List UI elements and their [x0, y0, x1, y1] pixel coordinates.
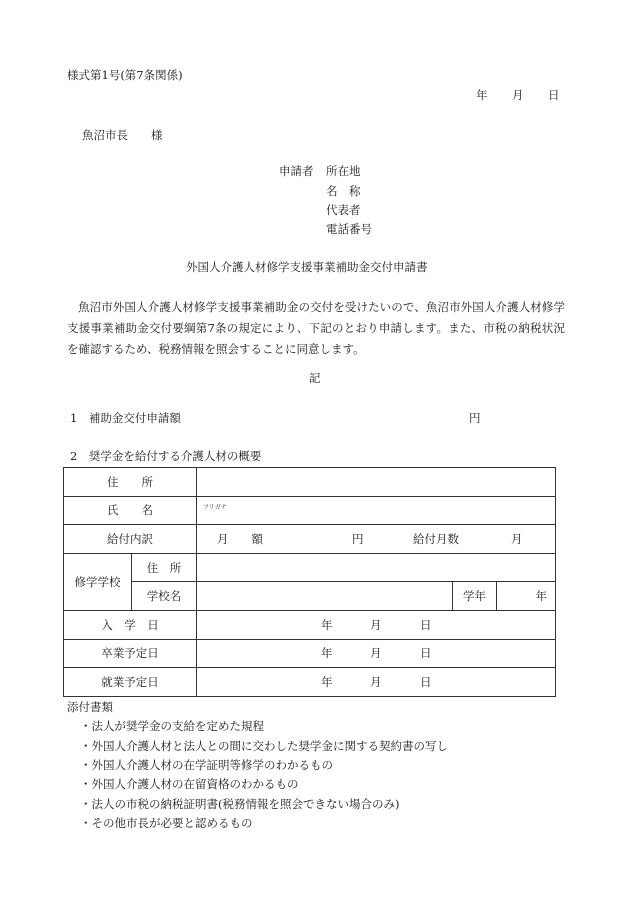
- addressee: 魚沼市長 様: [82, 128, 163, 142]
- table-row: [64, 582, 556, 611]
- school-name-input[interactable]: [197, 582, 453, 611]
- table-row: [64, 525, 556, 554]
- date-month: 月: [512, 88, 524, 102]
- attachments-heading: 添付書類: [67, 700, 113, 714]
- grad-year: 年: [321, 646, 333, 661]
- table-row: [64, 610, 556, 639]
- attachment-item: ・外国人介護人材と法人との間に交わした奨学金に関する契約書の写し: [80, 739, 448, 753]
- applicant-label: 申請者: [279, 164, 314, 178]
- address-input[interactable]: [197, 468, 556, 497]
- grad-day: 日: [420, 646, 432, 661]
- employ-month: 月: [370, 674, 382, 689]
- payment-label: 給付内訳: [64, 525, 197, 554]
- table-row: [64, 668, 556, 697]
- attachment-item: ・その他市長が必要と認めるもの: [80, 816, 253, 830]
- table-row: [64, 496, 556, 525]
- applicant-field-representative: 代表者: [326, 203, 361, 217]
- enroll-month: 月: [370, 617, 382, 632]
- employ-day: 日: [420, 674, 432, 689]
- school-name-label: 学校名: [132, 582, 197, 611]
- document-title: 外国人介護人材修学支援事業補助金交付申請書: [186, 260, 428, 274]
- yen-unit: 円: [352, 531, 364, 546]
- graduation-date-input[interactable]: [197, 639, 556, 668]
- attachment-item: ・法人が奨学金の支給を定めた規程: [80, 719, 264, 733]
- personnel-table: [63, 467, 556, 697]
- employ-year: 年: [321, 674, 333, 689]
- grade-unit: 年: [535, 589, 548, 604]
- body-paragraph: 魚沼市外国人介護人材修学支援事業補助金の交付を受けたいので、魚沼市外国人介護人材修学支援事業補助金交付要綱第7条の規定により、下記のとおり申請します。また、市税の納税状況を確認するため、税務情報を照会することに同意します。: [67, 300, 565, 356]
- monthly-amount-label: 月 額: [217, 531, 263, 546]
- enroll-day: 日: [420, 617, 432, 632]
- month-unit: 月: [511, 531, 523, 546]
- applicant-field-address: 所在地: [326, 164, 361, 178]
- employment-date-input[interactable]: [197, 668, 556, 697]
- table-row: [64, 639, 556, 668]
- enroll-date-label: 入 学 日: [64, 610, 197, 639]
- grad-month: 月: [370, 646, 382, 661]
- name-label: 氏 名: [64, 496, 197, 525]
- employment-date-label: 就業予定日: [64, 668, 197, 697]
- enroll-year: 年: [321, 617, 333, 632]
- payment-input[interactable]: [197, 525, 556, 554]
- furigana-label: フリガナ: [203, 503, 227, 511]
- school-address-input[interactable]: [197, 553, 556, 582]
- grade-label: 学年: [453, 582, 497, 611]
- applicant-field-name: 名 称: [326, 184, 361, 198]
- grade-input[interactable]: [497, 582, 556, 611]
- table-row: [64, 468, 556, 497]
- school-label: 修学学校: [64, 553, 132, 610]
- table-row: [64, 553, 556, 582]
- applicant-field-phone: 電話番号: [326, 222, 372, 236]
- name-input[interactable]: [197, 496, 556, 525]
- enroll-date-input[interactable]: [197, 610, 556, 639]
- date-year: 年: [476, 88, 488, 102]
- section2-label: 2 奨学金を給付する介護人材の概要: [70, 449, 262, 463]
- form-number: 様式第1号(第7条関係): [67, 68, 183, 82]
- section1-label: 1 補助金交付申請額: [70, 411, 181, 425]
- address-label: 住 所: [64, 468, 197, 497]
- section1-unit: 円: [469, 411, 481, 425]
- graduation-date-label: 卒業予定日: [64, 639, 197, 668]
- ki-heading: 記: [309, 371, 321, 385]
- attachment-item: ・法人の市税の納税証明書(税務情報を照会できない場合のみ): [80, 797, 400, 811]
- attachment-item: ・外国人介護人材の在学証明等修学のわかるもの: [80, 758, 333, 772]
- payment-months-label: 給付月数: [413, 531, 459, 546]
- date-day: 日: [548, 88, 560, 102]
- attachment-item: ・外国人介護人材の在留資格のわかるもの: [80, 777, 299, 791]
- school-address-label: 住 所: [132, 553, 197, 582]
